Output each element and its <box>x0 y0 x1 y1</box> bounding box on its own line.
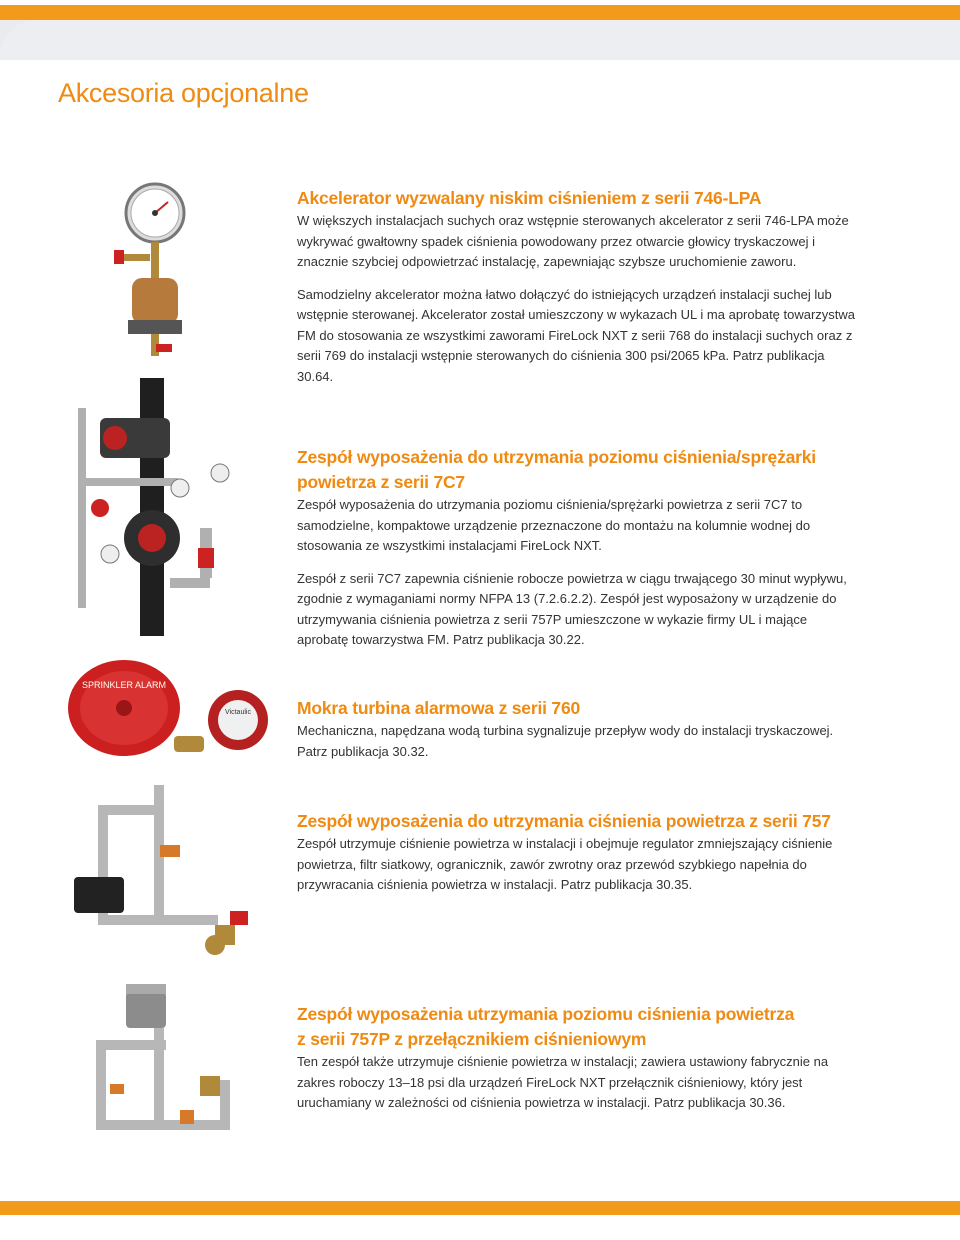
header-band <box>0 20 960 60</box>
pressure-switch-trim-image <box>70 980 250 1150</box>
section-paragraph: Mechaniczna, napędzana wodą turbina sygnalizuje przepływ wody do instalacji tryskaczowej. Patrz publikacja 30.32. <box>297 723 834 759</box>
page-title: Akcesoria opcjonalne <box>58 78 309 108</box>
bell-label: SPRINKLER ALARM <box>81 680 167 690</box>
section-paragraph: Zespół wyposażenia do utrzymania poziomu ciśnienia/sprężarki powietrza z serii 7C7 to samodzielne, kompaktowe urządzenie przeznaczone do montażu na kolumnie wodnej do stosowania ze wszystkimi instalacjami FireLock NXT. <box>297 497 811 553</box>
compressor-trim-image <box>70 378 250 638</box>
section-heading-line-2: z serii 757P z przełącznikiem ciśnieniowym <box>297 1029 647 1049</box>
alarm-bell-image <box>66 658 276 768</box>
section-heading-line-2: powietrza z serii 7C7 <box>297 472 465 492</box>
section-757 <box>297 809 857 908</box>
motor-label: Victaulic <box>225 709 251 716</box>
section-paragraph: W większych instalacjach suchych oraz wstępnie sterowanych akcelerator z serii 746-LPA może wykrywać gwałtowny spadek ciśnienia powodowany przez otwarcie głowicy tryskaczowej i znacznie szybciej odpowietrzać instalację, zapewniając szybsze uruchomienie zaworu. <box>297 213 849 269</box>
section-757p <box>297 1002 857 1126</box>
section-paragraph: Ten zespół także utrzymuje ciśnienie powietrza w instalacji; zawiera ustawiony fabrycznie na zakres roboczy 13–18 psi dla urządzeń FireLock NXT przełącznik ciśnieniowy, który jest uruchamiany w zależności od ciśnienia powietrza w instalacji. Patrz publikacja 30.36. <box>297 1054 829 1110</box>
top-accent-bar <box>0 0 960 20</box>
section-heading: Zespół wyposażenia do utrzymania ciśnienia powietrza z serii 757 <box>297 811 831 831</box>
section-heading-line-1: Zespół wyposażenia do utrzymania poziomu ciśnienia/sprężarki <box>297 447 816 467</box>
accelerator-image <box>110 180 200 370</box>
section-paragraph: Samodzielny akcelerator można łatwo dołączyć do istniejących urządzeń instalacji suchej lub wstępnie sterowanej. Akcelerator został umieszczony w wykazach UL i ma aprobatę towarzystwa FM do stosowania ze wszystkimi zaworami FireLock NXT z serii 768 do instalacji suchych oraz z serii 769 do instalacji wstępnie sterowanych do ciśnienia 300 psi/2065 kPa. Patrz publikacja 30.64. <box>297 286 856 384</box>
section-heading: Akcelerator wyzwalany niskim ciśnieniem z serii 746-LPA <box>297 188 762 208</box>
section-746-lpa <box>297 186 857 399</box>
section-heading: Mokra turbina alarmowa z serii 760 <box>297 698 581 718</box>
section-heading-line-1: Zespół wyposażenia utrzymania poziomu ciśnienia powietrza <box>297 1004 795 1024</box>
section-760 <box>297 696 857 774</box>
section-paragraph: Zespół utrzymuje ciśnienie powietrza w instalacji i obejmuje regulator zmniejszający ciśnienie powietrza, filtr siatkowy, ogranicznik, zawór zwrotny oraz przewód szybkiego napełnia do przywracania ciśnienia powietrza w instalacji. Patrz publikacja 30.35. <box>297 836 833 892</box>
air-maintenance-trim-image <box>70 785 250 965</box>
section-7c7 <box>297 445 857 663</box>
bottom-accent-bar <box>0 1201 960 1215</box>
section-paragraph: Zespół z serii 7C7 zapewnia ciśnienie robocze powietrza w ciągu trwającego 30 minut wypływu, zgodnie z wymaganiami normy NFPA 13 (7.2.6.2.2). Zespół jest wyposażony w urządzenie do utrzymywania ciśnienia powietrza z serii 757P umieszczone w wykazie firmy UL i mające aprobatę towarzystwa FM. Patrz publikacja 30.22. <box>297 570 847 647</box>
